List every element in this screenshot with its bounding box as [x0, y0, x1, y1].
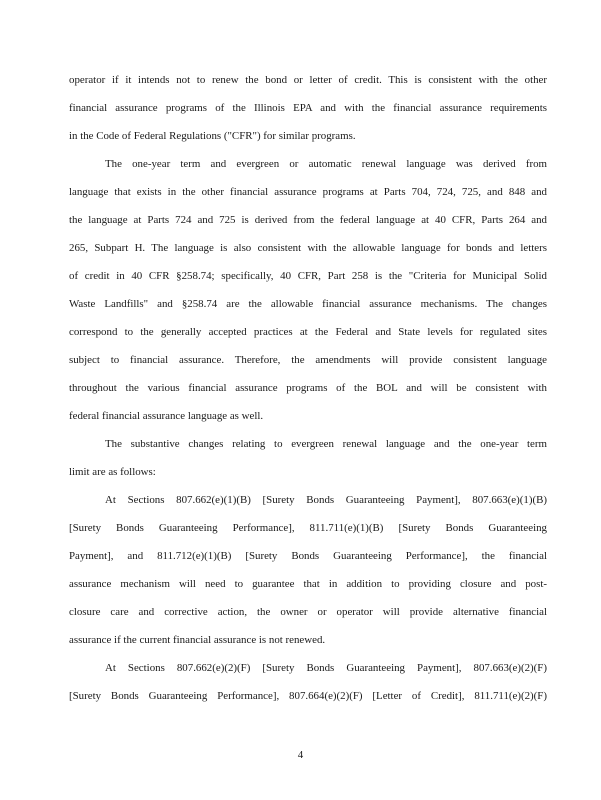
- text-line: The one-year term and evergreen or automatic renewal language was derived from: [105, 158, 547, 170]
- text-line: federal financial assurance language as well.: [69, 410, 264, 422]
- paragraph-sections-payment: [69, 486, 547, 654]
- text-line: subject to financial assurance. Therefore, the amendments will provide consistent language: [69, 354, 547, 366]
- paragraph-derivation: [69, 150, 547, 430]
- text-line: assurance mechanism will need to guarantee that in addition to providing closure and post-: [69, 578, 547, 590]
- text-line: financial assurance programs of the Illinois EPA and with the financial assurance requirements: [69, 102, 547, 114]
- text-line: correspond to the generally accepted practices at the Federal and State levels for regulated sites: [69, 326, 547, 338]
- text-line: throughout the various financial assurance programs of the BOL and will be consistent with: [69, 382, 547, 394]
- text-line: assurance if the current financial assurance is not renewed.: [69, 634, 326, 646]
- text-line: closure care and corrective action, the owner or operator will provide alternative financial: [69, 606, 547, 618]
- text-line: [Surety Bonds Guaranteeing Performance], 811.711(e)(1)(B) [Surety Bonds Guaranteeing: [69, 522, 547, 534]
- paragraph-continuation: [69, 66, 547, 150]
- text-line: [Surety Bonds Guaranteeing Performance], 807.664(e)(2)(F) [Letter of Credit], 811.711(e)(2)(F): [69, 690, 547, 702]
- text-line: Waste Landfills" and §258.74 are the allowable financial assurance mechanisms. The changes: [69, 298, 547, 310]
- text-line: operator if it intends not to renew the bond or letter of credit. This is consistent with the other: [69, 74, 547, 86]
- paragraph-sections-letter-of-credit: [69, 654, 547, 710]
- page-number: 4: [297, 749, 304, 761]
- text-line: 265, Subpart H. The language is also consistent with the allowable language for bonds and letters: [69, 242, 547, 254]
- text-line: limit are as follows:: [69, 466, 156, 478]
- text-line: The substantive changes relating to evergreen renewal language and the one-year term: [105, 438, 547, 450]
- text-line: in the Code of Federal Regulations ("CFR") for similar programs.: [69, 130, 356, 142]
- text-line: the language at Parts 724 and 725 is derived from the federal language at 40 CFR, Parts 264 and: [69, 214, 547, 226]
- text-line: of credit in 40 CFR §258.74; specifically, 40 CFR, Part 258 is the "Criteria for Municipal Solid: [69, 270, 547, 282]
- body-text: [69, 66, 547, 710]
- text-line: language that exists in the other financial assurance programs at Parts 704, 724, 725, and 848 and: [69, 186, 547, 198]
- text-line: At Sections 807.662(e)(2)(F) [Surety Bonds Guaranteeing Payment], 807.663(e)(2)(F): [105, 662, 547, 674]
- text-line: Payment], and 811.712(e)(1)(B) [Surety Bonds Guaranteeing Performance], the financial: [69, 550, 547, 562]
- text-line: At Sections 807.662(e)(1)(B) [Surety Bonds Guaranteeing Payment], 807.663(e)(1)(B): [105, 494, 547, 506]
- paragraph-substantive-changes: [69, 430, 547, 486]
